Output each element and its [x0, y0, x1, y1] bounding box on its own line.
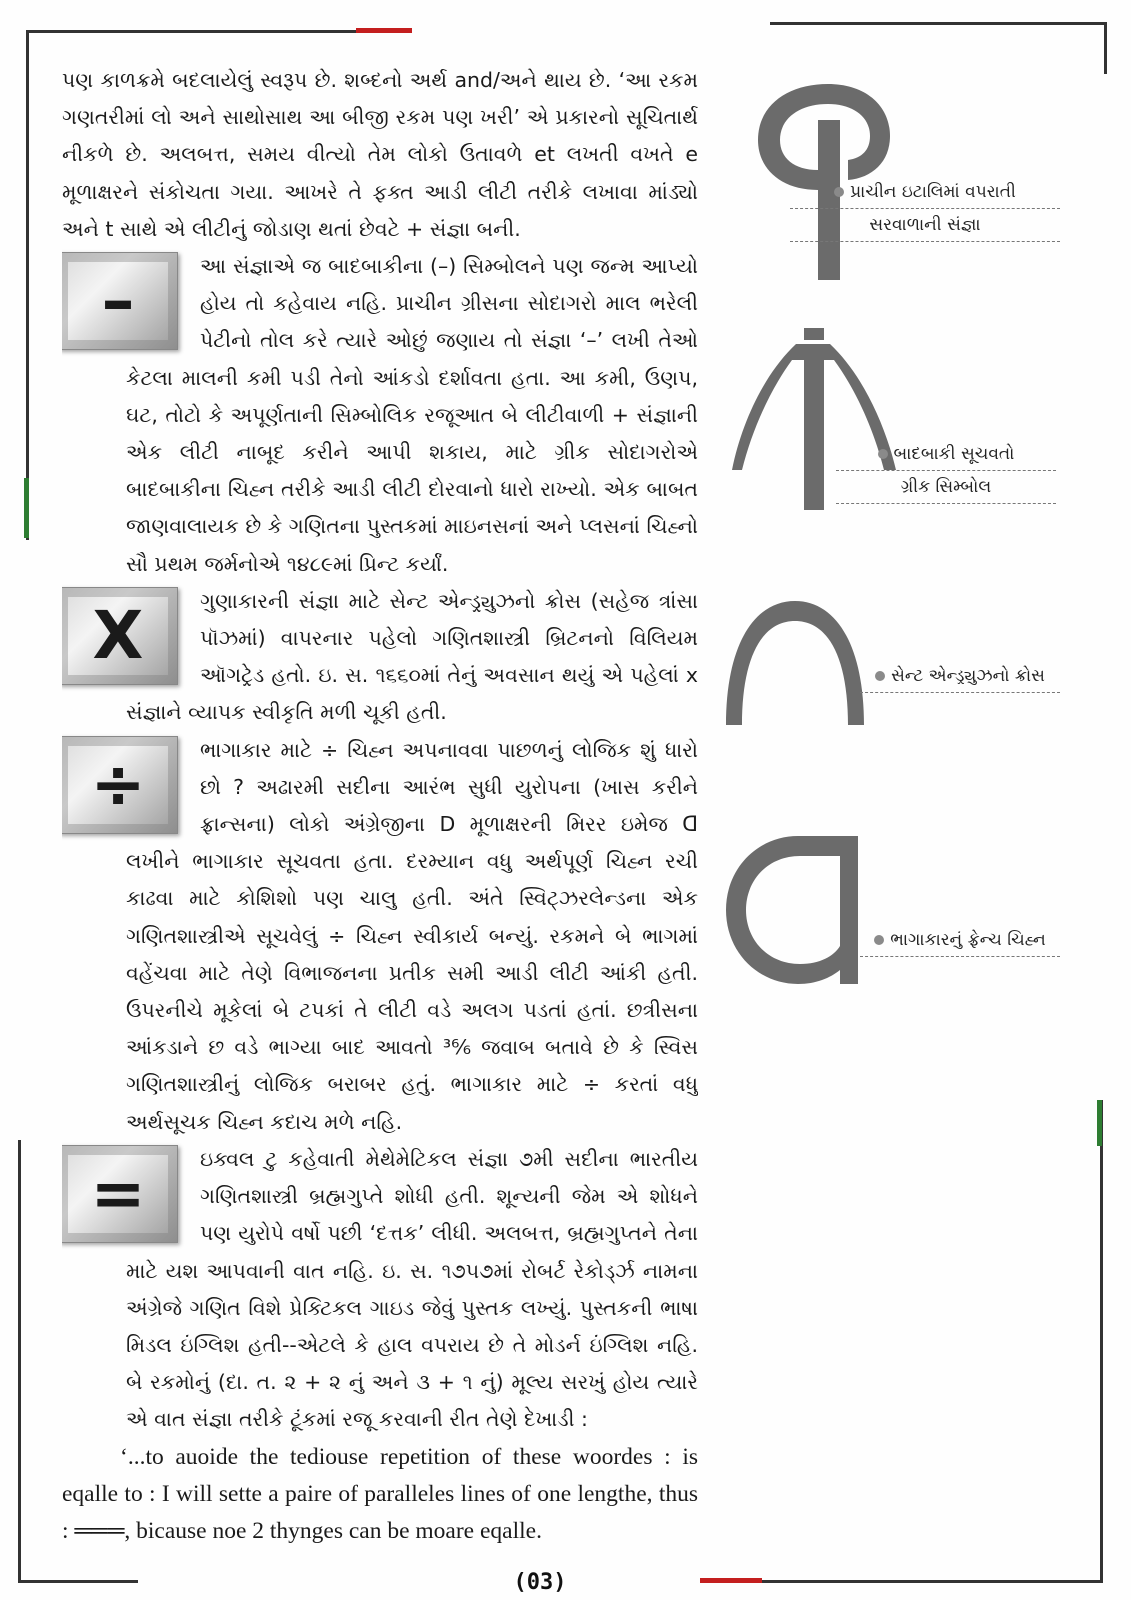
- divide-section: [62, 732, 698, 1141]
- caption-italian-plus: [790, 176, 1060, 242]
- symbol-sidebar: [720, 40, 1100, 1580]
- caption-greek-minus-line1: બાદબાકી સૂચવતો: [893, 444, 1015, 464]
- caption-french-division: [860, 924, 1060, 957]
- frame-right-top: [1104, 22, 1107, 74]
- paragraph-minus: આ સંજ્ઞાએ જ બાદબાકીના (–) સિમ્બોલને પણ જન્મ આપ્યો હોય તો કહેવાય નહિ. પ્રાચીન ગ્રીસના સોદાગરો માલ ભરેલી પેટીનો તોલ કરે ત્યારે ઓછું જણાય તો સંજ્ઞા ‘–’ લખી તેઓ કેટલા માલની કમી પડી તેનો આંકડો દર્શાવતા હતા. આ કમી, ઉણપ, ઘટ, તોટો કે અપૂર્ણતાની સિમ્બોલિક રજૂઆત બે લીટીવાળી + સંજ્ઞાની એક લીટી નાબૂદ કરીને આપી શકાય, માટે ગ્રીક સોદાગરોએ બાદબાકીના ચિહ્ન તરીકે આડી લીટી દોરવાનો ધારો રાખ્યો. એક બાબત જાણવાલાયક છે કે ગણિતના પુસ્તકમાં માઇનસનાં અને પ્લસનાં ચિહ્નો સૌ પ્રથમ જર્મનોએ ૧૪૮૯માં પ્રિન્ટ કર્યાં.: [126, 254, 698, 576]
- recorde-quote: [62, 1439, 698, 1550]
- caption-italian-plus-line1: પ્રાચીન ઇટાલિમાં વપરાતી: [850, 182, 1016, 202]
- frame-bottom-right: [760, 1580, 1103, 1583]
- caption-greek-minus-line2: ગ્રીક સિમ્બોલ: [836, 471, 1056, 504]
- frame-top-left: [26, 30, 356, 33]
- frame-right-lower: [1100, 1100, 1103, 1580]
- frame-top-right: [770, 22, 1104, 25]
- frame-left: [26, 30, 29, 540]
- frame-left-green-accent: [24, 478, 29, 538]
- caption-greek-minus: [836, 438, 1056, 504]
- minus-section: [62, 248, 698, 583]
- bullet-icon: [834, 187, 844, 197]
- caption-st-andrews-cross-line1: સેન્ટ એન્ડ્ર્યુઝનો ક્રોસ: [891, 666, 1045, 686]
- bullet-icon: [878, 449, 888, 459]
- divide-icon: ÷: [62, 736, 178, 834]
- equals-icon: =: [62, 1145, 178, 1243]
- article-body: [62, 62, 698, 1550]
- st-andrews-cross-symbol-icon: [720, 595, 870, 730]
- greek-minus-symbol-icon: [730, 320, 900, 540]
- times-section: [62, 583, 698, 732]
- frame-bottom-left: [18, 1580, 138, 1583]
- quote-text: ‘...to auoide the tediouse repetition of these woordes : is eqalle to : I will sette a paire of paralleles lines of one lengthe, thus : ═══, bicause noe 2 thynges can be moare eqalle.: [62, 1443, 698, 1544]
- caption-italian-plus-line2: સરવાળાની સંજ્ઞા: [790, 209, 1060, 242]
- frame-top-red-accent: [356, 28, 412, 33]
- french-division-symbol-icon: [720, 830, 870, 990]
- minus-icon: –: [62, 252, 178, 350]
- frame-left-lower: [18, 1140, 21, 1580]
- paragraph-equals: ઇક્વલ ટુ કહેવાતી મેથેમેટિકલ સંજ્ઞા ૭મી સદીના ભારતીય ગણિતશાસ્ત્રી બ્રહ્મગુપ્તે શોધી હતી. શૂન્યની જેમ એ શોધને પણ યુરોપે વર્ષો પછી ‘દત્તક’ લીધી. અલબત્ત, બ્રહ્મગુપ્તને તેના માટે યશ આપવાની વાત નહિ. ઇ. સ. ૧૭૫૭માં રોબર્ટ રેકોર્ડ્ઝ નામના અંગ્રેજે ગણિત વિશે પ્રેક્ટિકલ ગાઇડ જેવું પુસ્તક લખ્યું. પુસ્તકની ભાષા મિડલ ઇંગ્લિશ હતી--એટલે કે હાલ વપરાય છે તે મોડર્ન ઇંગ્લિશ નહિ. બે રકમોનું (દા. ત. ૨ + ૨ નું અને ૩ + ૧ નું) મૂલ્ય સરખું હોય ત્યારે એ વાત સંજ્ઞા તરીકે ટૂંકમાં રજૂ કરવાની રીત તેણે દેખાડી :: [126, 1146, 698, 1432]
- paragraph-times: ગુણાકારની સંજ્ઞા માટે સેન્ટ એન્ડ્ર્યુઝનો ક્રોસ (સહેજ ત્રાંસા પૉઝમાં) વાપરનાર પહેલો ગણિતશાસ્ત્રી બ્રિટનનો વિલિયમ ઑગટ્રેડ હતો. ઇ. સ. ૧૬૬૦માં તેનું અવસાન થયું એ પહેલાં x સંજ્ઞાને વ્યાપક સ્વીકૃતિ મળી ચૂકી હતી.: [126, 588, 698, 725]
- bullet-icon: [874, 935, 884, 945]
- paragraph-plus-origin: પણ કાળક્રમે બદલાયેલું સ્વરૂપ છે. શબ્દનો અર્થ and/અને થાય છે. ‘આ રકમ ગણતરીમાં લો અને સાથોસાથ આ બીજી રકમ પણ ખરી’ એ પ્રકારનો સૂચિતાર્થ નીકળે છે. અલબત્ત, સમય વીત્યો તેમ લોકો ઉતાવળે et લખતી વખતે e મૂળાક્ષરને સંકોચતા ગયા. આખરે તે ફક્ત આડી લીટી તરીકે લખાવા માંડ્યો અને t સાથે એ લીટીનું જોડાણ થતાં છેવટે + સંજ્ઞા બની.: [62, 68, 698, 241]
- caption-st-andrews-cross: [860, 660, 1060, 693]
- bullet-icon: [875, 671, 885, 681]
- equals-section: [62, 1141, 698, 1439]
- page-number: (03): [513, 1570, 567, 1595]
- caption-french-division-line1: ભાગાકારનું ફ્રેન્ચ ચિહ્ન: [890, 930, 1046, 950]
- times-icon: X: [62, 587, 178, 685]
- paragraph-divide: ભાગાકાર માટે ÷ ચિહ્ન અપનાવવા પાછળનું લોજિક શું ધારો છો ? અઢારમી સદીના આરંભ સુધી યુરોપના (ખાસ કરીને ફ્રાન્સના) લોકો અંગ્રેજીના D મૂળાક્ષરની મિરર ઇમેજ ᗡ લખીને ભાગાકાર સૂચવતા હતા. દરમ્યાન વધુ અર્થપૂર્ણ ચિહ્ન રચી કાઢવા માટે કોશિશો પણ ચાલુ હતી. અંતે સ્વિટ્ઝરલેન્ડના એક ગણિતશાસ્ત્રીએ સૂચવેલું ÷ ચિહ્ન સ્વીકાર્ય બન્યું. રકમને બે ભાગમાં વહેંચવા માટે તેણે વિભાજનના પ્રતીક સમી આડી લીટી આંકી હતી. ઉપરનીચે મૂકેલાં બે ટપકાં તે લીટી વડે અલગ પડતાં હતાં. છત્રીસના આંકડાને છ વડે ભાગ્યા બાદ આવતો ³⁶⁄₆ જવાબ બતાવે છે કે સ્વિસ ગણિતશાસ્ત્રીનું લોજિક બરાબર હતું. ભાગાકાર માટે ÷ કરતાં વધુ અર્થસૂચક ચિહ્ન કદાચ મળે નહિ.: [126, 737, 698, 1134]
